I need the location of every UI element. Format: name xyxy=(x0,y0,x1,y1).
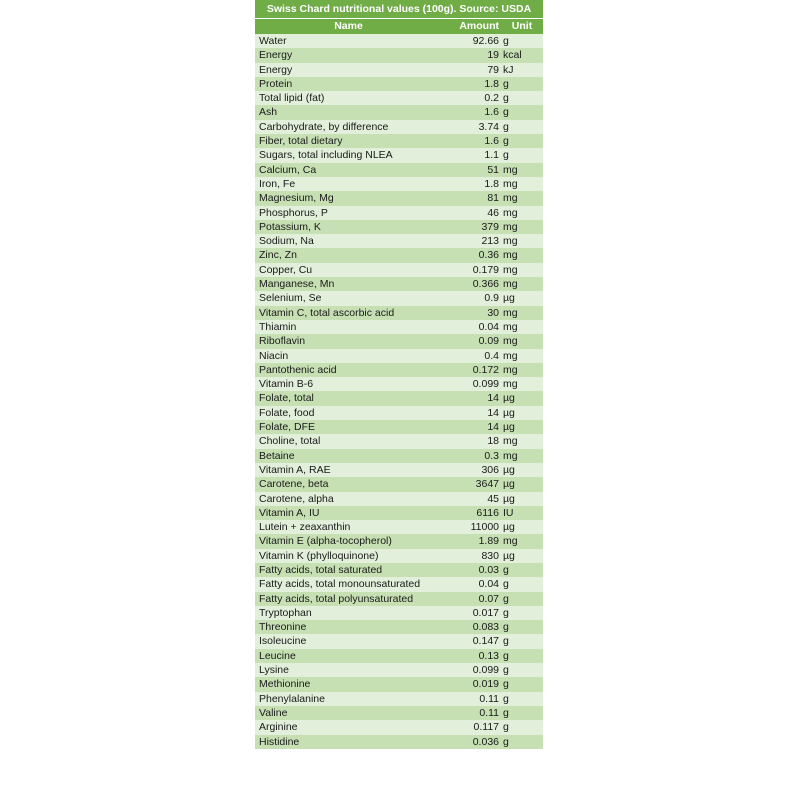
nutrient-name: Vitamin C, total ascorbic acid xyxy=(255,306,442,320)
nutrient-name: Pantothenic acid xyxy=(255,363,442,377)
table-row xyxy=(255,148,543,162)
nutrient-amount: 45 xyxy=(442,492,501,506)
table-row xyxy=(255,334,543,348)
table-row xyxy=(255,163,543,177)
nutrient-unit: g xyxy=(501,592,543,606)
nutrient-name: Magnesium, Mg xyxy=(255,191,442,205)
nutrient-unit: mg xyxy=(501,206,543,220)
table-row xyxy=(255,492,543,506)
table-row xyxy=(255,248,543,262)
nutrient-name: Copper, Cu xyxy=(255,263,442,277)
nutrient-amount: 0.2 xyxy=(442,91,501,105)
nutrient-name: Isoleucine xyxy=(255,634,442,648)
nutrient-amount: 1.89 xyxy=(442,534,501,548)
nutrient-unit: g xyxy=(501,120,543,134)
nutrient-name: Protein xyxy=(255,77,442,91)
table-row xyxy=(255,549,543,563)
table-row xyxy=(255,520,543,534)
nutrient-unit: µg xyxy=(501,492,543,506)
nutrient-amount: 1.8 xyxy=(442,77,501,91)
table-body xyxy=(255,34,543,749)
nutrient-unit: mg xyxy=(501,248,543,262)
table-row xyxy=(255,592,543,606)
nutrient-name: Folate, DFE xyxy=(255,420,442,434)
nutrient-unit: mg xyxy=(501,334,543,348)
nutrient-unit: g xyxy=(501,34,543,48)
nutrient-unit: g xyxy=(501,706,543,720)
nutrient-unit: mg xyxy=(501,306,543,320)
nutrient-amount: 18 xyxy=(442,434,501,448)
nutrient-amount: 0.03 xyxy=(442,563,501,577)
table-row xyxy=(255,63,543,77)
nutrient-unit: mg xyxy=(501,377,543,391)
table-row xyxy=(255,506,543,520)
nutrient-amount: 51 xyxy=(442,163,501,177)
nutrient-name: Carotene, beta xyxy=(255,477,442,491)
nutrient-unit: g xyxy=(501,720,543,734)
nutrient-amount: 0.04 xyxy=(442,577,501,591)
nutrient-name: Sugars, total including NLEA xyxy=(255,148,442,162)
nutrient-amount: 0.13 xyxy=(442,649,501,663)
nutrient-unit: mg xyxy=(501,263,543,277)
nutrient-amount: 1.8 xyxy=(442,177,501,191)
nutrient-unit: mg xyxy=(501,191,543,205)
table-row xyxy=(255,306,543,320)
nutrient-name: Vitamin E (alpha-tocopherol) xyxy=(255,534,442,548)
nutrient-amount: 3.74 xyxy=(442,120,501,134)
nutrient-unit: µg xyxy=(501,549,543,563)
nutrient-unit: g xyxy=(501,620,543,634)
table-title: Swiss Chard nutritional values (100g). Source: USDA xyxy=(255,0,543,18)
nutrient-unit: µg xyxy=(501,477,543,491)
nutrient-name: Energy xyxy=(255,63,442,77)
nutrient-unit: g xyxy=(501,91,543,105)
nutrient-unit: g xyxy=(501,577,543,591)
nutrient-amount: 1.6 xyxy=(442,105,501,119)
nutrient-unit: g xyxy=(501,148,543,162)
nutrient-unit: g xyxy=(501,692,543,706)
nutrient-amount: 0.11 xyxy=(442,706,501,720)
nutrient-name: Niacin xyxy=(255,349,442,363)
nutrient-name: Total lipid (fat) xyxy=(255,91,442,105)
table-row xyxy=(255,391,543,405)
nutrient-name: Riboflavin xyxy=(255,334,442,348)
nutrient-name: Tryptophan xyxy=(255,606,442,620)
table-row xyxy=(255,577,543,591)
nutrient-name: Carotene, alpha xyxy=(255,492,442,506)
nutrient-amount: 0.36 xyxy=(442,248,501,262)
nutrient-name: Methionine xyxy=(255,677,442,691)
table-row xyxy=(255,534,543,548)
nutrient-unit: g xyxy=(501,134,543,148)
nutrient-name: Valine xyxy=(255,706,442,720)
nutrient-amount: 379 xyxy=(442,220,501,234)
nutrient-name: Sodium, Na xyxy=(255,234,442,248)
nutrient-unit: mg xyxy=(501,234,543,248)
nutrient-name: Phosphorus, P xyxy=(255,206,442,220)
table-row xyxy=(255,191,543,205)
nutrient-name: Potassium, K xyxy=(255,220,442,234)
nutrient-unit: mg xyxy=(501,163,543,177)
nutrient-name: Ash xyxy=(255,105,442,119)
nutrient-unit: µg xyxy=(501,391,543,405)
table-row xyxy=(255,120,543,134)
nutrient-unit: IU xyxy=(501,506,543,520)
nutrient-name: Vitamin A, IU xyxy=(255,506,442,520)
nutrient-amount: 19 xyxy=(442,48,501,62)
nutrient-amount: 0.3 xyxy=(442,449,501,463)
nutrient-unit: kcal xyxy=(501,48,543,62)
nutrient-amount: 0.04 xyxy=(442,320,501,334)
table-row xyxy=(255,134,543,148)
nutrient-name: Carbohydrate, by difference xyxy=(255,120,442,134)
nutrient-amount: 3647 xyxy=(442,477,501,491)
table-row xyxy=(255,91,543,105)
nutrient-name: Histidine xyxy=(255,735,442,749)
nutrient-name: Folate, food xyxy=(255,406,442,420)
nutrient-unit: mg xyxy=(501,534,543,548)
nutrient-unit: mg xyxy=(501,320,543,334)
nutrient-unit: g xyxy=(501,663,543,677)
nutrient-name: Calcium, Ca xyxy=(255,163,442,177)
table-row xyxy=(255,606,543,620)
nutrient-unit: g xyxy=(501,634,543,648)
nutrient-unit: µg xyxy=(501,520,543,534)
nutrient-amount: 14 xyxy=(442,420,501,434)
nutrient-name: Fatty acids, total polyunsaturated xyxy=(255,592,442,606)
table-row xyxy=(255,105,543,119)
nutrient-name: Vitamin K (phylloquinone) xyxy=(255,549,442,563)
table-row xyxy=(255,363,543,377)
nutrient-amount: 1.1 xyxy=(442,148,501,162)
nutrient-name: Vitamin B-6 xyxy=(255,377,442,391)
nutrient-name: Fatty acids, total monounsaturated xyxy=(255,577,442,591)
table-row xyxy=(255,649,543,663)
nutrient-name: Leucine xyxy=(255,649,442,663)
nutrient-amount: 0.117 xyxy=(442,720,501,734)
nutrient-unit: mg xyxy=(501,277,543,291)
header-unit: Unit xyxy=(501,19,543,35)
nutrient-amount: 0.099 xyxy=(442,663,501,677)
table-row xyxy=(255,177,543,191)
nutrient-amount: 0.083 xyxy=(442,620,501,634)
table-row xyxy=(255,720,543,734)
nutrient-name: Threonine xyxy=(255,620,442,634)
nutrient-unit: mg xyxy=(501,363,543,377)
nutrient-amount: 14 xyxy=(442,406,501,420)
nutrient-unit: µg xyxy=(501,406,543,420)
nutrient-amount: 0.9 xyxy=(442,291,501,305)
table-row xyxy=(255,34,543,48)
nutrient-name: Phenylalanine xyxy=(255,692,442,706)
nutrient-amount: 11000 xyxy=(442,520,501,534)
nutrient-amount: 830 xyxy=(442,549,501,563)
nutrient-amount: 92.66 xyxy=(442,34,501,48)
table-row xyxy=(255,420,543,434)
nutrient-unit: g xyxy=(501,77,543,91)
nutrient-name: Zinc, Zn xyxy=(255,248,442,262)
nutrient-name: Iron, Fe xyxy=(255,177,442,191)
nutrient-name: Fiber, total dietary xyxy=(255,134,442,148)
nutrient-amount: 81 xyxy=(442,191,501,205)
table-row xyxy=(255,463,543,477)
nutrient-amount: 0.366 xyxy=(442,277,501,291)
nutrient-unit: µg xyxy=(501,463,543,477)
header-name: Name xyxy=(255,19,442,35)
nutrient-amount: 30 xyxy=(442,306,501,320)
table-row xyxy=(255,206,543,220)
nutrient-unit: mg xyxy=(501,434,543,448)
nutrient-unit: g xyxy=(501,649,543,663)
table-row xyxy=(255,735,543,749)
nutrient-amount: 0.09 xyxy=(442,334,501,348)
nutrient-unit: mg xyxy=(501,220,543,234)
nutrition-table xyxy=(255,0,543,749)
table-row xyxy=(255,677,543,691)
table-row xyxy=(255,48,543,62)
nutrient-amount: 0.017 xyxy=(442,606,501,620)
nutrient-name: Lutein + zeaxanthin xyxy=(255,520,442,534)
nutrient-amount: 6116 xyxy=(442,506,501,520)
nutrient-name: Water xyxy=(255,34,442,48)
table-row xyxy=(255,291,543,305)
table-row xyxy=(255,634,543,648)
nutrient-amount: 0.019 xyxy=(442,677,501,691)
nutrient-amount: 0.4 xyxy=(442,349,501,363)
nutrient-name: Thiamin xyxy=(255,320,442,334)
nutrient-unit: µg xyxy=(501,420,543,434)
table-row xyxy=(255,692,543,706)
nutrient-amount: 0.07 xyxy=(442,592,501,606)
nutrient-unit: g xyxy=(501,606,543,620)
nutrient-unit: g xyxy=(501,735,543,749)
nutrient-amount: 0.179 xyxy=(442,263,501,277)
nutrient-unit: mg xyxy=(501,449,543,463)
nutrient-unit: mg xyxy=(501,177,543,191)
nutrient-name: Vitamin A, RAE xyxy=(255,463,442,477)
nutrient-unit: kJ xyxy=(501,63,543,77)
header-amount: Amount xyxy=(442,19,501,35)
table-row xyxy=(255,563,543,577)
nutrient-name: Lysine xyxy=(255,663,442,677)
nutrient-amount: 0.036 xyxy=(442,735,501,749)
nutrient-amount: 0.172 xyxy=(442,363,501,377)
table-row xyxy=(255,263,543,277)
nutrient-amount: 0.147 xyxy=(442,634,501,648)
nutrient-unit: g xyxy=(501,105,543,119)
nutrient-name: Arginine xyxy=(255,720,442,734)
nutrient-amount: 1.6 xyxy=(442,134,501,148)
table-row xyxy=(255,406,543,420)
table-row xyxy=(255,620,543,634)
table-row xyxy=(255,320,543,334)
table-row xyxy=(255,449,543,463)
nutrient-name: Betaine xyxy=(255,449,442,463)
nutrient-name: Fatty acids, total saturated xyxy=(255,563,442,577)
nutrient-amount: 0.11 xyxy=(442,692,501,706)
nutrient-name: Choline, total xyxy=(255,434,442,448)
nutrient-unit: g xyxy=(501,677,543,691)
nutrient-unit: µg xyxy=(501,291,543,305)
nutrient-amount: 306 xyxy=(442,463,501,477)
table-row xyxy=(255,663,543,677)
nutrient-amount: 79 xyxy=(442,63,501,77)
table-row xyxy=(255,477,543,491)
nutrient-amount: 213 xyxy=(442,234,501,248)
nutrient-amount: 14 xyxy=(442,391,501,405)
table-row xyxy=(255,277,543,291)
table-row xyxy=(255,706,543,720)
table-row xyxy=(255,434,543,448)
nutrient-unit: g xyxy=(501,563,543,577)
table-row xyxy=(255,220,543,234)
nutrient-name: Folate, total xyxy=(255,391,442,405)
nutrient-amount: 46 xyxy=(442,206,501,220)
table-row xyxy=(255,234,543,248)
table-row xyxy=(255,77,543,91)
header-row xyxy=(255,19,543,35)
nutrient-name: Selenium, Se xyxy=(255,291,442,305)
table-row xyxy=(255,377,543,391)
nutrient-unit: mg xyxy=(501,349,543,363)
table-row xyxy=(255,349,543,363)
nutrient-name: Manganese, Mn xyxy=(255,277,442,291)
nutrition-table-container xyxy=(255,0,543,749)
nutrient-amount: 0.099 xyxy=(442,377,501,391)
nutrient-name: Energy xyxy=(255,48,442,62)
